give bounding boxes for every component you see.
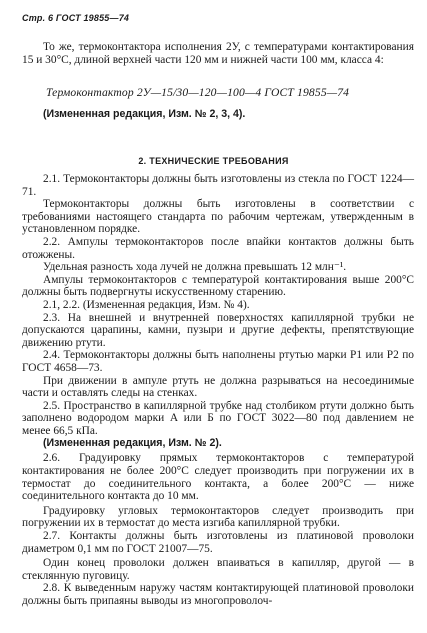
section-body	[22, 173, 414, 608]
paragraph-2-8: 2.8. К выведенным наружу частям контактирующей платиновой проволоки должны быть припаяны выводы из многопроволоч-	[22, 582, 414, 607]
intro-paragraph: То же, термоконтактора исполнения 2У, с температурами контактирования 15 и 30°С, длиной верхней части 120 мм и нижней части 100 мм, класса 4:	[22, 41, 414, 66]
paragraph-2-5: 2.5. Пространство в капиллярной трубке над столбиком ртути должно быть заполнено водородом марки А или Б по ГОСТ 3022—80 под давлением не менее 66,5 кПа.	[22, 399, 414, 437]
designation-formula: Термоконтактор 2У—15/30—120—100—4 ГОСТ 19855—74	[46, 86, 350, 99]
revision-note-2: (Измененная редакция, Изм. № 2).	[43, 437, 222, 450]
paragraph-2-4-b: При движении в ампуле ртуть не должна разрываться на несоединимые части и оставлять следы на стенках.	[22, 374, 414, 400]
intro-revision-block	[22, 108, 414, 121]
paragraph-2-4: 2.4. Термоконтакторы должны быть наполнены ртутью марки Р1 или Р2 по ГОСТ 4658—73.	[22, 349, 414, 374]
paragraph-2-1-b: Термоконтакторы должны быть изготовлены в соответствии с требованиями настоящего стандарта по рабочим чертежам, утвержденным в установленном порядке.	[22, 198, 414, 236]
paragraph-2-6: 2.6. Градуировку прямых термоконтакторов с температурой контактирования не более 200°С следует производить при погружении их в термостат до соединительного контакта, а более 200°С — ниже соединительного контакта до 10 мм.	[22, 452, 414, 503]
intro-block	[22, 41, 414, 66]
paragraph-2-1: 2.1. Термоконтакторы должны быть изготовлены из стекла по ГОСТ 1224—71.	[22, 173, 414, 198]
paragraph-2-2: 2.2. Ампулы термоконтакторов после впайки контактов должны быть отожжены.	[22, 235, 414, 261]
paragraph-revision-2-1-2-2: 2.1, 2.2. (Измененная редакция, Изм. № 4).	[43, 298, 250, 311]
revision-note: (Измененная редакция, Изм. № 2, 3, 4).	[43, 108, 246, 120]
paragraph-2-2-b: Удельная разность хода лучей не должна превышать 12 млн⁻¹.	[43, 261, 347, 274]
paragraph-2-6-b: Градуировку угловых термоконтакторов следует производить при погружении их в термостат до места изгиба капиллярной трубки.	[22, 504, 414, 530]
section-title: 2. ТЕХНИЧЕСКИЕ ТРЕБОВАНИЯ	[138, 156, 289, 166]
paragraph-2-3: 2.3. На внешней и внутренней поверхностях капиллярной трубки не допускаются царапины, камни, пузыри и другие дефекты, препятствующие движению ртути.	[22, 311, 414, 349]
paragraph-2-7-b: Один конец проволоки должен впаиваться в капилляр, другой — в стеклянную пуговицу.	[22, 557, 414, 582]
paragraph-2-7: 2.7. Контакты должны быть изготовлены из платиновой проволоки диаметром 0,1 мм по ГОСТ 21007—75.	[22, 530, 414, 555]
page-header: Стр. 6 ГОСТ 19855—74	[22, 13, 130, 23]
paragraph-2-2-c: Ампулы термоконтакторов с температурой контактирования выше 200°С должны быть подвергнуты искусственному старению.	[22, 273, 414, 299]
